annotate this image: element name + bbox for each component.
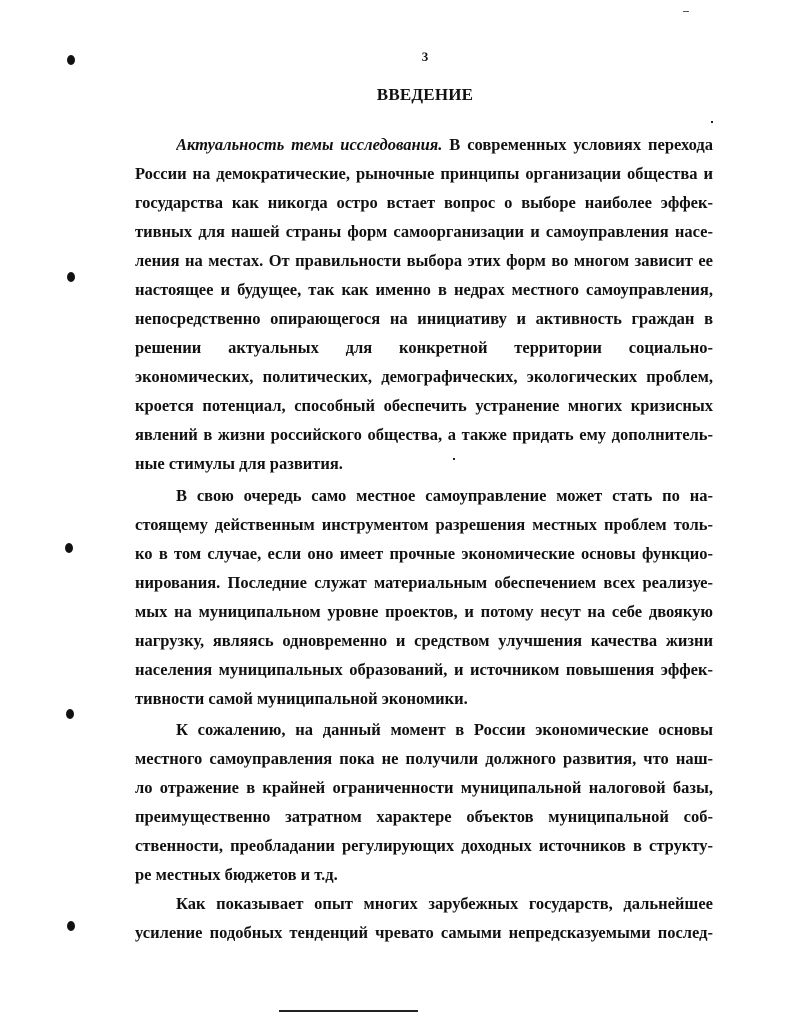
text-line: стоящему действенным инструментом разрешения местных проблем толь- — [135, 515, 713, 534]
text-line: России на демократические, рыночные принципы организации общества и — [135, 164, 713, 183]
text-line: явлений в жизни российского общества, а также придать ему дополнитель- — [135, 425, 713, 444]
scan-artifact-mark — [683, 11, 689, 12]
text-line: государства как никогда остро встает вопрос о выборе наиболее эффек- — [135, 193, 713, 212]
text-line: ре местных бюджетов и т.д. — [135, 865, 338, 884]
binder-hole-mark — [67, 272, 75, 282]
text-line: ления на местах. От правильности выбора этих форм во многом зависит ее — [135, 251, 713, 270]
text-line: ные стимулы для развития. — [135, 454, 343, 473]
text-line: усиление подобных тенденций чревато самыми непредсказуемыми послед- — [135, 923, 713, 942]
text-line: населения муниципальных образований, и источником повышения эффек- — [135, 660, 713, 679]
text-line: К сожалению, на данный момент в России экономические основы — [176, 720, 713, 739]
text-line: мых на муниципальном уровне проектов, и потому несут на себе двоякую — [135, 602, 713, 621]
text-line: ло отражение в крайней ограниченности муниципальной налоговой базы, — [135, 778, 713, 797]
text-line: преимущественно затратном характере объектов муниципальной соб- — [135, 807, 713, 826]
text-line: ко в том случае, если оно имеет прочные экономические основы функцио- — [135, 544, 713, 563]
text-line: настоящее и будущее, так как именно в недрах местного самоуправления, — [135, 280, 713, 299]
binder-hole-mark — [67, 921, 75, 931]
binder-hole-mark — [66, 709, 74, 719]
text-line: Как показывает опыт многих зарубежных государств, дальнейшее — [176, 894, 713, 913]
text-line: непосредственно опирающегося на инициативу и активность граждан в — [135, 309, 713, 328]
footer-rule — [279, 1010, 418, 1012]
text-line — [176, 131, 713, 159]
paragraph-lead-phrase: Актуальность темы исследования. — [176, 135, 443, 154]
text-line: экономических, политических, демографических, экологических проблем, — [135, 367, 713, 386]
text-line: решении актуальных для конкретной территории социально- — [135, 338, 713, 357]
text-line: тивных для нашей страны форм самоорганизации и самоуправления насе- — [135, 222, 713, 241]
text-line: В свою очередь само местное самоуправление может стать по на- — [176, 486, 713, 505]
section-heading: ВВЕДЕНИЕ — [376, 85, 474, 104]
text-line: нирования. Последние служат материальным обеспечением всех реализуе- — [135, 573, 713, 592]
page-number: 3 — [421, 49, 429, 64]
text-line: тивности самой муниципальной экономики. — [135, 689, 468, 708]
binder-hole-mark — [65, 543, 73, 553]
scan-artifact-speck — [711, 121, 713, 123]
text-line: нагрузку, являясь одновременно и средством улучшения качества жизни — [135, 631, 713, 650]
text-line: местного самоуправления пока не получили должного развития, что наш- — [135, 749, 713, 768]
text-line: кроется потенциал, способный обеспечить устранение многих кризисных — [135, 396, 713, 415]
text-line-rest: В современных условиях перехода — [442, 135, 713, 154]
text-line: ственности, преобладании регулирующих доходных источников в структу- — [135, 836, 713, 855]
